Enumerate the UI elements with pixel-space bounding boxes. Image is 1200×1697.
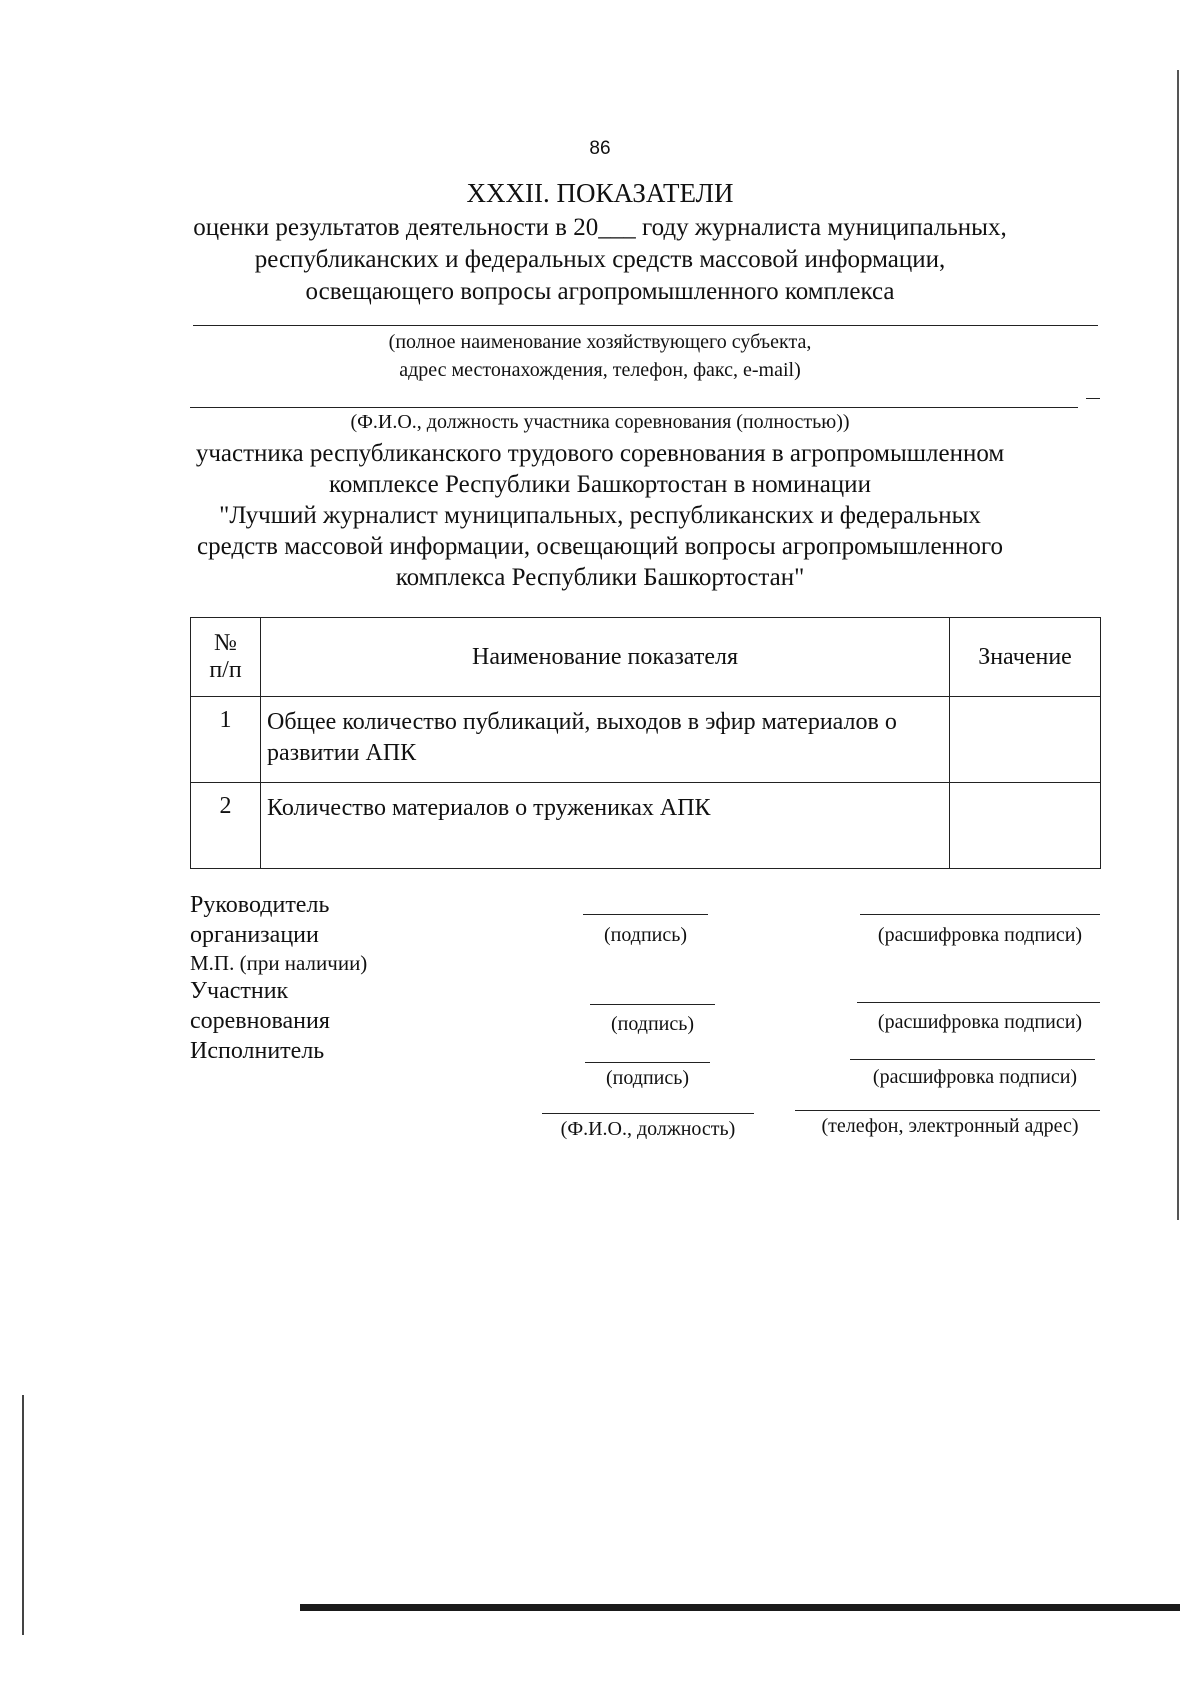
row-indicator-name: Количество материалов о тружениках АПК <box>261 783 950 869</box>
executor-contact-line[interactable] <box>795 1110 1100 1111</box>
page-title: XXXII. ПОКАЗАТЕЛИ <box>466 178 734 208</box>
nomination-line-2: комплексе Республики Башкортостан в номинации <box>329 471 871 498</box>
header-number <box>191 618 261 697</box>
participant-signature-caption: (подпись) <box>610 1013 695 1035</box>
subtitle <box>150 212 1050 308</box>
executor-decoding-caption: (расшифровка подписи) <box>872 1066 1078 1088</box>
participant-label-line-1: Участник <box>190 978 289 1004</box>
nomination-line-4: средств массовой информации, освещающий вопросы агропромышленного <box>197 533 1003 560</box>
head-signature-line[interactable] <box>583 914 708 915</box>
scan-edge-left <box>22 1395 24 1635</box>
entity-caption <box>150 328 1050 384</box>
row-value-cell[interactable] <box>950 783 1101 869</box>
signature-labels <box>190 890 367 1066</box>
participant-label-line-2: соревнования <box>190 1008 330 1034</box>
subtitle-line-3: освещающего вопросы агропромышленного комплекса <box>305 278 895 305</box>
participant-decoding-caption: (расшифровка подписи) <box>877 1011 1083 1033</box>
row-number: 1 <box>191 697 261 783</box>
entity-caption-line-2: адрес местонахождения, телефон, факс, e-mail) <box>399 359 801 381</box>
subtitle-line-1: оценки результатов деятельности в 20___ году журналиста муниципальных, <box>193 214 1007 241</box>
head-decoding-caption: (расшифровка подписи) <box>877 924 1083 946</box>
table-row <box>191 697 1101 783</box>
header-indicator-name: Наименование показателя <box>261 618 950 697</box>
stamp-label: М.П. (при наличии) <box>190 951 368 975</box>
participant-signature-line[interactable] <box>590 1004 715 1005</box>
executor-fio-line[interactable] <box>542 1113 754 1114</box>
nomination-line-1: участника республиканского трудового соревнования в агропромышленном <box>195 440 1005 467</box>
subtitle-line-2: республиканских и федеральных средств массовой информации, <box>254 246 946 273</box>
executor-contact-caption: (телефон, электронный адрес) <box>821 1115 1079 1137</box>
row-indicator-name: Общее количество публикаций, выходов в эфир материалов о развитии АПК <box>261 697 950 783</box>
table-row <box>191 783 1101 869</box>
page-number: 86 <box>589 138 611 159</box>
header-value: Значение <box>950 618 1101 697</box>
head-signature-caption: (подпись) <box>603 924 688 946</box>
executor-fio-caption: (Ф.И.О., должность) <box>560 1118 736 1140</box>
entity-name-line <box>193 325 1098 326</box>
head-label-line-1: Руководитель <box>190 892 330 918</box>
executor-signature-line[interactable] <box>585 1062 710 1063</box>
nomination-line-3: "Лучший журналист муниципальных, республиканских и федеральных <box>219 502 981 529</box>
row-value-cell[interactable] <box>950 697 1101 783</box>
participant-decoding-line[interactable] <box>857 1002 1100 1003</box>
row-number: 2 <box>191 783 261 869</box>
nomination-text <box>150 438 1050 593</box>
scan-edge-right <box>1177 70 1179 1220</box>
participant-caption: (Ф.И.О., должность участника соревнования (полностью)) <box>350 411 850 433</box>
executor-label: Исполнитель <box>190 1038 325 1064</box>
header-number-abbr: п/п <box>209 657 242 683</box>
entity-caption-line-1: (полное наименование хозяйствующего субъекта, <box>388 331 812 353</box>
scan-edge-bottom <box>300 1604 1180 1611</box>
executor-signature-caption: (подпись) <box>605 1067 690 1089</box>
executor-decoding-line[interactable] <box>850 1059 1095 1060</box>
nomination-line-5: комплекса Республики Башкортостан" <box>395 564 805 591</box>
head-label-line-2: организации <box>190 922 319 948</box>
head-decoding-line[interactable] <box>860 914 1100 915</box>
table-header-row <box>191 618 1101 697</box>
indicators-table <box>190 617 1101 869</box>
header-number-symbol: № <box>214 630 237 656</box>
participant-line-dash <box>1086 398 1100 399</box>
